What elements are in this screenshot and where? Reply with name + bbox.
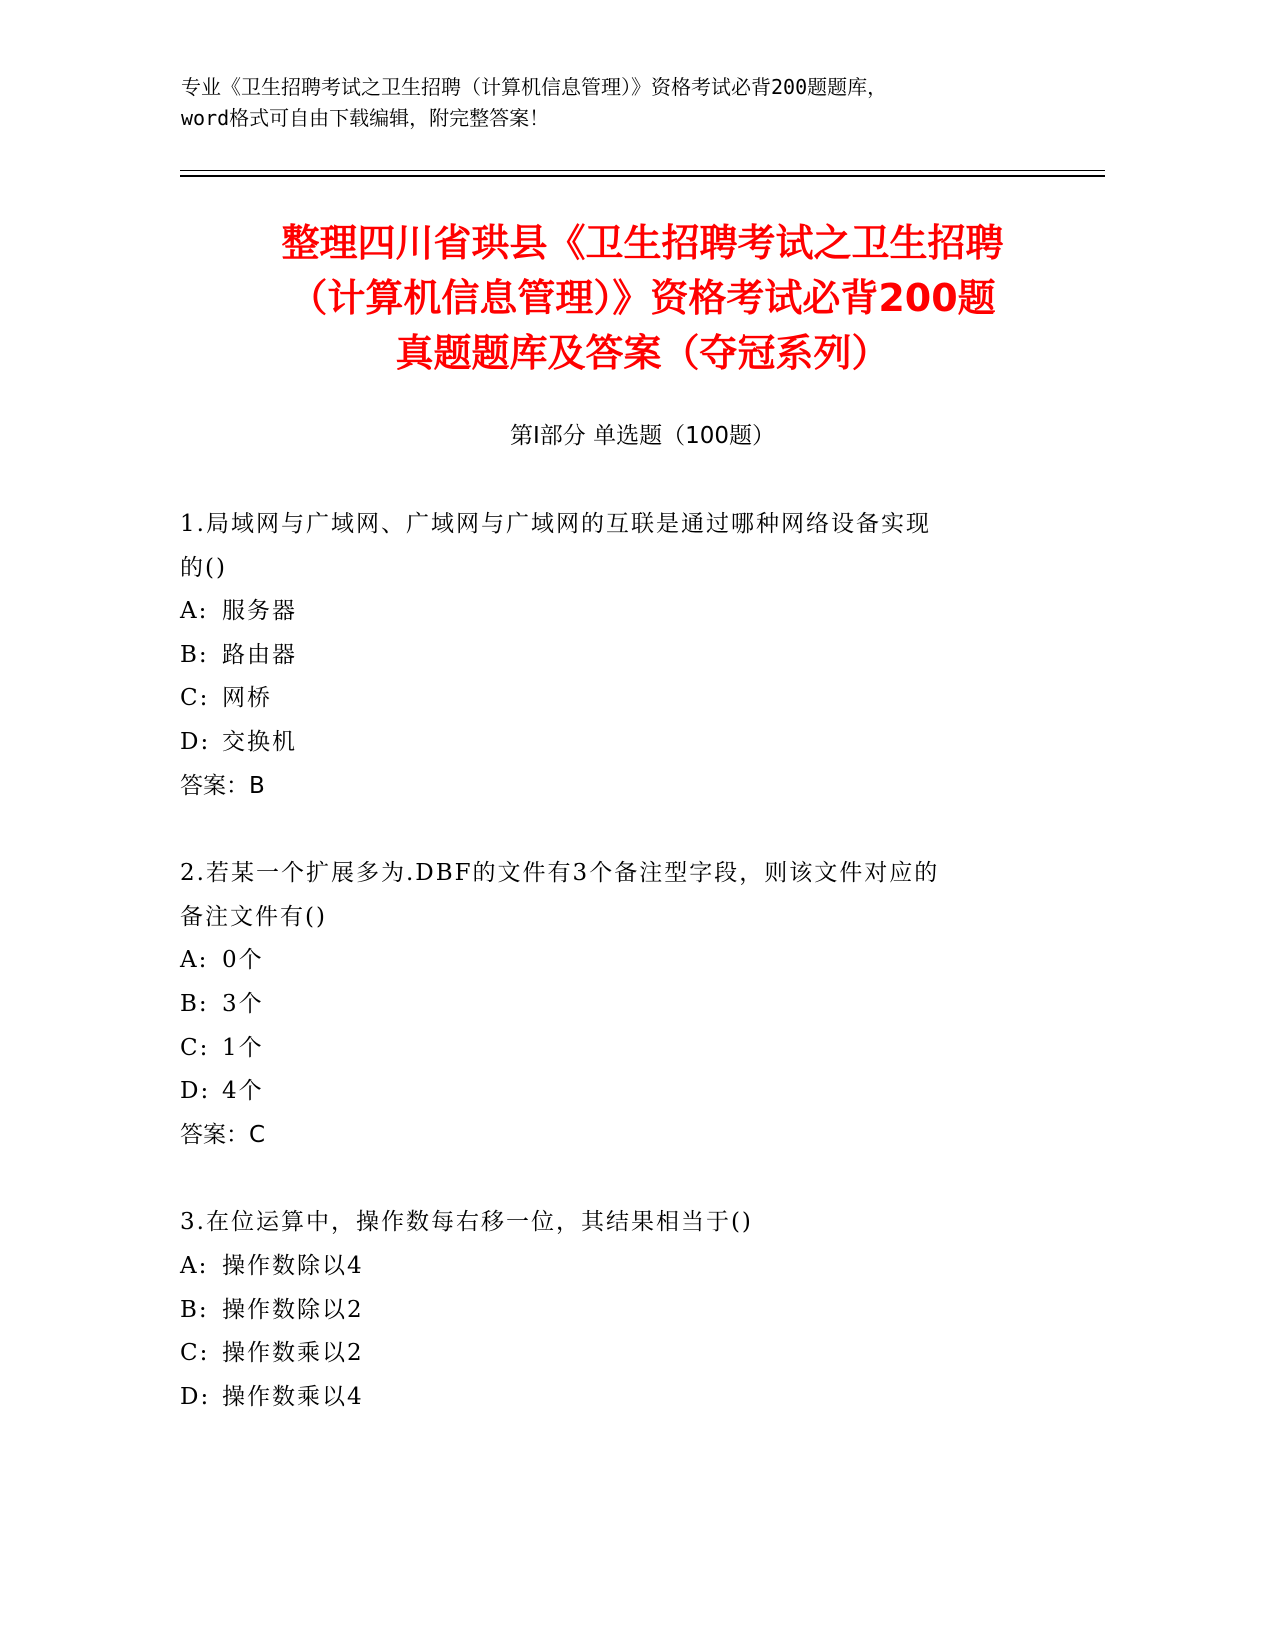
option-text: 路由器 <box>222 641 297 668</box>
answer-value: C <box>249 1121 266 1148</box>
option-c <box>180 1027 1060 1071</box>
header-note-line: word格式可自由下载编辑，附完整答案！ <box>181 106 550 130</box>
option-key: C: <box>180 685 210 712</box>
question-list <box>180 503 1060 1463</box>
option-text: 服务器 <box>222 598 297 625</box>
title-line: 真题题库及答案（夺冠系列） <box>395 331 890 375</box>
option-b <box>180 983 1060 1027</box>
option-text: 0个 <box>222 947 264 974</box>
option-text: 3个 <box>222 990 264 1017</box>
answer-line <box>180 1114 1060 1158</box>
header-divider-thin <box>180 170 1105 171</box>
option-key: B: <box>180 1296 209 1323</box>
option-key: A: <box>180 1252 209 1279</box>
header-note-line: 专业《卫生招聘考试之卫生招聘（计算机信息管理）》资格考试必背200题题库， <box>181 75 888 99</box>
header-note <box>181 72 1081 134</box>
question-stem: 2.若某一个扩展多为.DBF的文件有3个备注型字段，则该文件对应的 <box>180 860 940 887</box>
option-text: 交换机 <box>222 728 297 755</box>
question-item <box>180 852 1060 1157</box>
option-key: D: <box>180 728 211 755</box>
option-text: 网桥 <box>222 685 272 712</box>
option-key: C: <box>180 1340 210 1367</box>
option-text: 1个 <box>222 1034 264 1061</box>
document-title <box>180 216 1105 381</box>
question-item <box>180 1201 1060 1419</box>
option-key: C: <box>180 1034 210 1061</box>
question-stem: 备注文件有() <box>180 903 327 930</box>
option-d <box>180 1070 1060 1114</box>
option-text: 操作数除以2 <box>222 1296 364 1323</box>
answer-line <box>180 765 1060 809</box>
header-divider-thick <box>180 175 1105 177</box>
title-line: 整理四川省珙县《卫生招聘考试之卫生招聘 <box>281 221 1004 265</box>
option-a <box>180 939 1060 983</box>
option-c <box>180 677 1060 721</box>
question-stem: 1.局域网与广域网、广域网与广域网的互联是通过哪种网络设备实现 <box>180 511 931 537</box>
question-item <box>180 503 1060 808</box>
answer-prefix: 答案： <box>180 1121 249 1148</box>
option-text: 操作数乘以4 <box>222 1383 364 1410</box>
option-a <box>180 1245 1060 1289</box>
answer-prefix: 答案： <box>180 772 249 799</box>
option-key: D: <box>180 1078 211 1105</box>
title-line: （计算机信息管理）》资格考试必背200题 <box>289 276 996 320</box>
option-d <box>180 1376 1060 1420</box>
option-b <box>180 634 1060 678</box>
option-key: A: <box>180 947 209 974</box>
option-b <box>180 1289 1060 1333</box>
option-key: B: <box>180 990 209 1017</box>
question-stem: 的() <box>180 554 227 581</box>
option-key: B: <box>180 641 209 668</box>
option-key: D: <box>180 1383 211 1410</box>
option-key: A: <box>180 598 209 625</box>
section-title: 第I部分 单选题（100题） <box>510 423 775 449</box>
option-a <box>180 590 1060 634</box>
option-text: 操作数乘以2 <box>222 1340 364 1367</box>
answer-value: B <box>249 772 265 799</box>
option-c <box>180 1332 1060 1376</box>
option-text: 4个 <box>222 1078 264 1105</box>
option-text: 操作数除以4 <box>222 1252 364 1279</box>
question-stem: 3.在位运算中，操作数每右移一位，其结果相当于() <box>180 1209 753 1236</box>
option-d <box>180 721 1060 765</box>
